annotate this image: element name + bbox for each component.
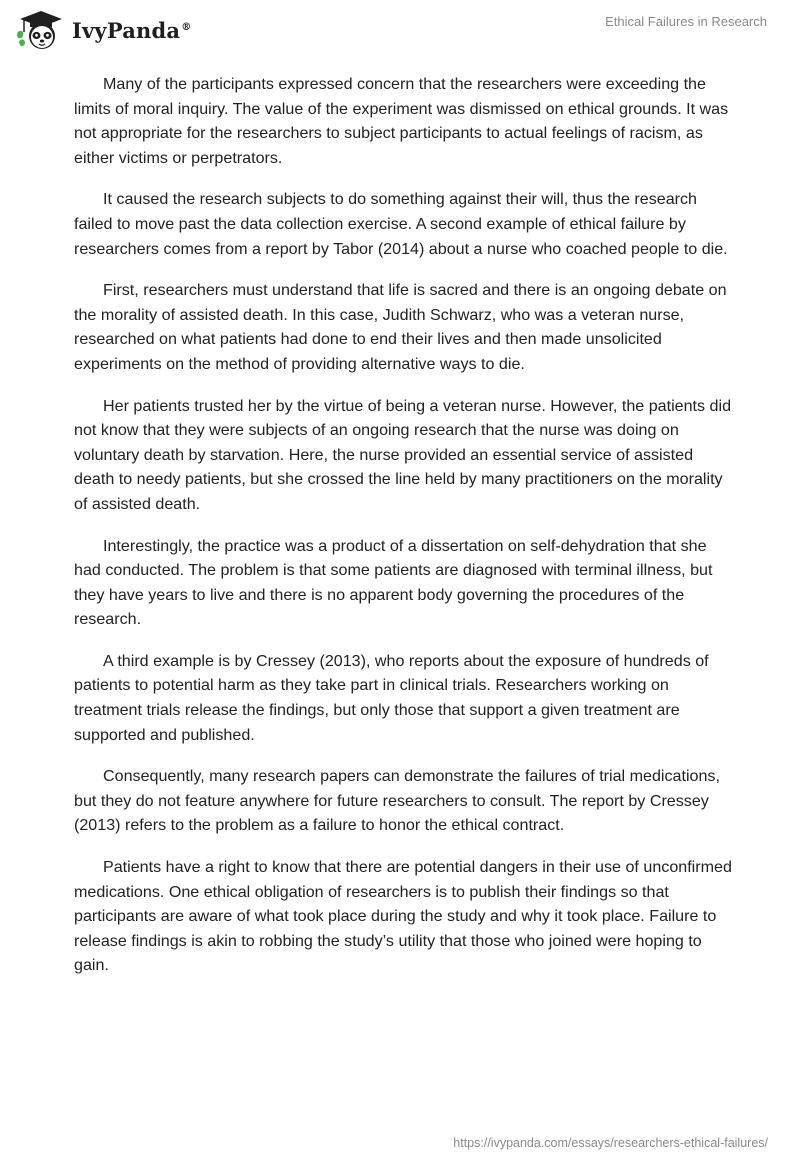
essay-body: [74, 72, 734, 995]
paragraph: Many of the participants expressed concern that the researchers were exceeding the limits of moral inquiry. The value of the experiment was dismissed on ethical grounds. It was not appropriate for the researchers to subject participants to actual feelings of racism, as either victims or perpetrators.: [74, 75, 729, 167]
logo-name: IvyPanda: [72, 17, 181, 43]
ivypanda-logo[interactable]: [14, 8, 191, 52]
registered-mark: ®: [181, 21, 192, 33]
paragraph: It caused the research subjects to do something against their will, thus the research failed to move past the data collection exercise. A second example of ethical failure by researchers comes from a report by Tabor (2014) about a nurse who coached people to die.: [74, 190, 728, 258]
panda-mascot-icon: [14, 8, 66, 52]
document-title: Ethical Failures in Research: [605, 14, 767, 29]
paragraph: First, researchers must understand that life is sacred and there is an ongoing debate on the morality of assisted death. In this case, Judith Schwarz, who was a veteran nurse, researched on what patients had done to end their lives and then made unsolicited experiments on the method of providing alternative ways to die.: [74, 281, 727, 373]
paragraph: A third example is by Cressey (2013), who reports about the exposure of hundreds of patients to potential harm as they take part in clinical trials. Researchers working on treatment trials release the findings, but only those that support a given treatment are supported and published.: [74, 651, 709, 744]
paragraph: Patients have a right to know that there are potential dangers in their use of unconfirmed medications. One ethical obligation of researchers is to publish their findings so that participants are aware of what took place during the study and why it took place. Failure to release findings is akin to robbing the study’s utility that those who joined were hoping to gain.: [74, 858, 732, 975]
paragraph: Interestingly, the practice was a product of a dissertation on self-dehydration that she had conducted. The problem is that some patients are diagnosed with terminal illness, but they have years to live and there is no apparent body governing the procedures of the research.: [74, 536, 713, 629]
paragraph: Her patients trusted her by the virtue of being a veteran nurse. However, the patients did not know that they were subjects of an ongoing research that the nurse was doing on voluntary death by starvation. Here, the nurse provided an essential service of assisted death to needy patients, but she crossed the line held by many practitioners on the morality of assisted death.: [74, 396, 732, 513]
source-url[interactable]: https://ivypanda.com/essays/researchers-ethical-failures/: [453, 1136, 768, 1150]
page-header: [0, 0, 800, 60]
paragraph: Consequently, many research papers can demonstrate the failures of trial medications, but they do not feature anywhere for future researchers to consult. The report by Cressey (2013) refers to the problem as a failure to honor the ethical contract.: [74, 767, 720, 835]
logo-wordmark: [72, 18, 191, 43]
